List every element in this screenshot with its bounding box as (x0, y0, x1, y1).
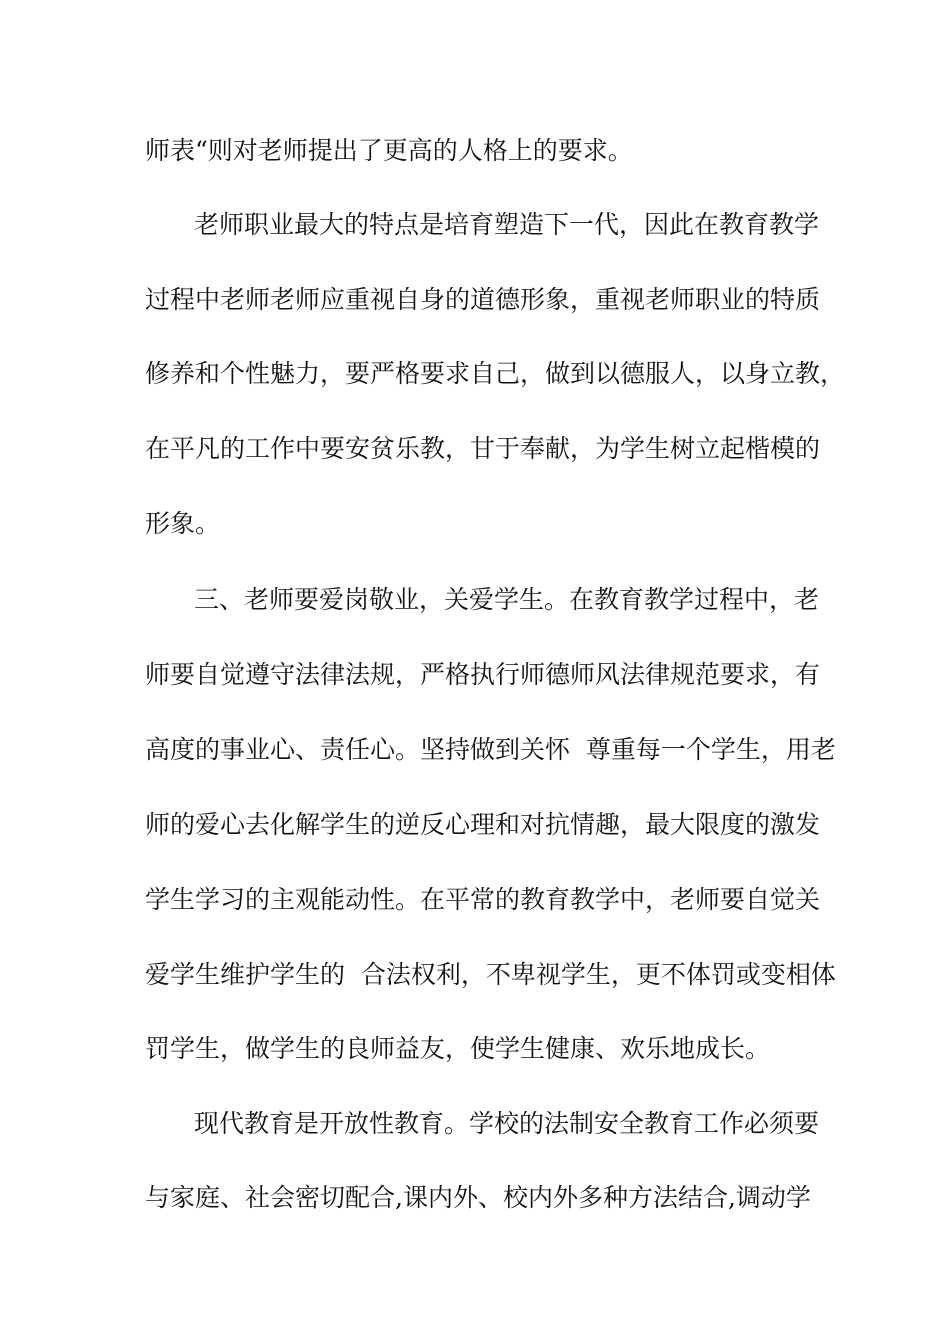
text-line-3: 过程中老师老师应重视自身的道德形象，重视老师职业的特质 (145, 285, 821, 314)
text-line-11: 学生学习的主观能动性。在平常的教育教学中，老师要自觉关 (145, 885, 821, 914)
text-line-15: 与家庭、社会密切配合,课内外、校内外多种方法结合,调动学 (145, 1183, 811, 1212)
text-line-10: 师的爱心去化解学生的逆反心理和对抗情趣，最大限度的激发 (145, 810, 821, 839)
text-line-5: 在平凡的工作中要安贫乐教，甘于奉献，为学生树立起楷模的 (145, 434, 821, 463)
text-line-6: 形象。 (145, 509, 221, 538)
text-line-8: 师要自觉遵守法律法规，严格执行师德师风法律规范要求，有 (145, 660, 821, 689)
paragraph-start-line-7: 三、老师要爱岗敬业，关爱学生。在教育教学过程中，老 (194, 585, 820, 614)
paragraph-start-line-14: 现代教育是开放性教育。学校的法制安全教育工作必须要 (194, 1109, 820, 1138)
text-line-13: 罚学生，做学生的良师益友，使学生健康、欢乐地成长。 (145, 1034, 771, 1063)
text-line-1: 师表“则对老师提出了更高的人格上的要求。 (145, 136, 633, 165)
text-line-12: 爱学生维护学生的 合法权利，不卑视学生，更不体罚或变相体 (145, 960, 836, 989)
text-line-9: 高度的事业心、责任心。坚持做到关怀 尊重每一个学生，用老 (145, 735, 836, 764)
text-line-4: 修养和个性魅力，要严格要求自己，做到以德服人，以身立教， (145, 359, 846, 388)
paragraph-start-line-2: 老师职业最大的特点是培育塑造下一代，因此在教育教学 (194, 210, 820, 239)
